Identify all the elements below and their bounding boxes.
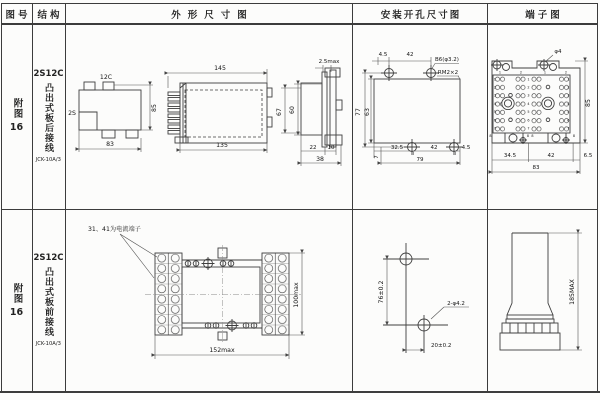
screw-spec-label: RM2×2	[437, 70, 459, 76]
svg-text:3: 3	[527, 93, 530, 98]
svg-text:2: 2	[564, 70, 568, 75]
dim-100max: 100max	[293, 282, 300, 308]
svg-text:2: 2	[567, 85, 570, 90]
figure-label-row1	[1, 24, 32, 207]
relay-top-view	[79, 82, 141, 138]
svg-text:3: 3	[493, 93, 496, 98]
dim-63: 63	[364, 108, 371, 116]
svg-text:2: 2	[527, 85, 530, 90]
header-figure-no: 图号	[5, 9, 31, 21]
svg-text:8: 8	[489, 134, 492, 138]
structure-cell-row2	[33, 210, 64, 390]
figure-number: 16	[9, 122, 24, 133]
dim-42-top: 42	[406, 52, 414, 58]
dim-42-bot: 42	[430, 145, 438, 151]
header-outline-dim: 外形尺寸图	[171, 9, 254, 21]
svg-text:4: 4	[527, 101, 530, 106]
figure-chars: 附图	[11, 282, 23, 304]
dim-45-bot: 4.5	[461, 145, 471, 151]
dim-length-145: 145	[214, 65, 226, 72]
svg-text:5: 5	[527, 110, 530, 115]
svg-text:8: 8	[526, 134, 530, 138]
dim-325: 32.5	[390, 145, 404, 151]
dim-65: 6.5	[583, 153, 593, 159]
figure-label-row2	[1, 210, 32, 390]
relay-side-view	[168, 83, 272, 143]
dim-7: 7	[374, 155, 380, 159]
terminal-diagram-rear-wiring	[487, 24, 600, 207]
dim-185max: 185MAX	[569, 279, 576, 305]
svg-text:3: 3	[567, 93, 570, 98]
svg-text:4: 4	[567, 101, 570, 106]
outline-drawing-rear-wiring	[65, 24, 352, 207]
svg-text:4: 4	[493, 101, 496, 106]
type-code: JCK-10A/3	[35, 341, 62, 347]
svg-text:8: 8	[572, 134, 576, 138]
side-view-hidden-line	[185, 90, 262, 137]
profile-dimensions	[548, 233, 582, 350]
dim-width-83: 83	[106, 141, 114, 148]
svg-text:5: 5	[567, 110, 570, 115]
figure-number: 16	[9, 306, 24, 318]
header-mounting-dim: 安装开孔尺寸图	[380, 9, 462, 21]
mounting-holes	[383, 243, 448, 353]
svg-text:1: 1	[527, 77, 530, 82]
panel-cutout	[374, 65, 462, 155]
dim-67: 67	[276, 108, 283, 116]
svg-text:6: 6	[527, 118, 530, 123]
top-view-dimensions	[79, 85, 153, 152]
dim-85: 85	[585, 99, 592, 107]
dim-label-2s: 2S	[68, 110, 76, 117]
terminal-bank-right	[262, 253, 289, 335]
svg-text:1: 1	[498, 70, 502, 75]
structure-cell-row1	[33, 24, 64, 207]
svg-text:7: 7	[527, 126, 530, 131]
dim-45-top: 4.5	[378, 52, 388, 58]
mounting-drawing-rear-wiring	[352, 24, 487, 207]
hole-dia-label: 2-φ4.2	[447, 301, 465, 307]
header-structure: 结构	[37, 9, 63, 21]
outline-drawing-front-wiring	[65, 207, 352, 393]
dim-22: 22	[309, 145, 317, 151]
dim-height-85: 85	[151, 104, 158, 112]
structure-desc: 凸出式板后接线	[43, 82, 53, 153]
figure-chars: 附图	[11, 98, 23, 119]
model-label: 2S12C	[33, 68, 64, 79]
dim-77: 77	[355, 108, 362, 116]
model-label: 2S12C	[33, 253, 64, 263]
svg-text:2: 2	[493, 85, 496, 90]
header-terminal: 端子图	[525, 9, 563, 21]
dim-345: 34.5	[503, 153, 517, 159]
dim-42: 42	[547, 153, 555, 159]
dim-76: 76±0.2	[378, 280, 385, 304]
terminal-bank-left	[155, 253, 182, 335]
dim-60: 60	[289, 106, 296, 114]
svg-text:2: 2	[519, 70, 523, 75]
svg-text:1: 1	[567, 77, 570, 82]
svg-text:6: 6	[567, 118, 570, 123]
dim-length-135: 135	[216, 142, 228, 149]
dim-152max: 152max	[209, 347, 235, 354]
relay-side-profile	[500, 233, 560, 350]
dim-label-12c: 12C	[99, 74, 113, 81]
svg-text:8: 8	[531, 134, 534, 138]
hole-dia-label: φ4	[554, 49, 562, 55]
svg-text:1: 1	[543, 70, 547, 75]
type-code: JCK-10A/3	[35, 156, 62, 163]
svg-text:1: 1	[493, 77, 496, 82]
svg-text:6: 6	[493, 118, 496, 123]
dim-10: 10	[327, 145, 335, 151]
dim-gap-25max: 2.5max	[318, 59, 340, 65]
svg-text:7: 7	[567, 126, 570, 131]
svg-text:5: 5	[493, 110, 496, 115]
structure-desc: 凸出式板前接线	[43, 267, 53, 337]
dim-38: 38	[316, 156, 324, 163]
dim-79: 79	[416, 157, 424, 163]
current-terminal-callout: 31、41为电流端子	[88, 226, 141, 233]
dim-83: 83	[532, 165, 540, 171]
dim-20: 20±0.2	[431, 343, 452, 349]
svg-text:7: 7	[493, 126, 496, 131]
hole-spec-label: B6(φ3.2)	[435, 57, 459, 63]
mounting-drawing-front-wiring	[352, 207, 487, 393]
terminal-diagram-front-wiring	[487, 207, 600, 393]
